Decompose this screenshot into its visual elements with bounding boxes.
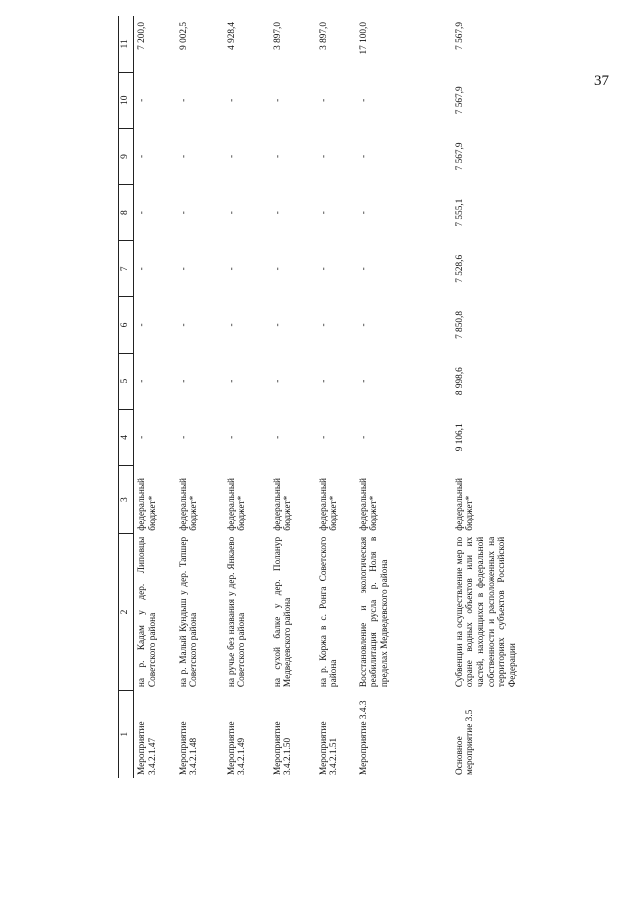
value-cell: - (318, 211, 329, 215)
table-row (452, 16, 580, 778)
value-cell: - (272, 267, 283, 271)
value-cell: - (272, 435, 283, 439)
value-cell: 9 106,1 (454, 423, 465, 452)
table-row (356, 16, 452, 778)
value-cell: - (272, 211, 283, 215)
table-row (270, 16, 316, 778)
value-cell: - (358, 211, 369, 215)
funding-source-cell: федеральный бюджет* (272, 477, 294, 531)
value-cell: - (226, 154, 237, 159)
value-cell: 7 555,1 (454, 198, 465, 227)
value-cell: - (358, 98, 369, 102)
value-cell: 7 567,9 (454, 142, 465, 171)
value-cell: - (137, 379, 147, 383)
value-cell: - (226, 323, 237, 327)
measure-code-cell: Мероприятие 3.4.2.1.51 (318, 721, 340, 775)
value-cell: 17 100,0 (358, 22, 369, 55)
value-cell: 8 998,6 (454, 367, 465, 396)
value-cell: - (178, 323, 189, 327)
value-cell: - (137, 267, 147, 271)
value-cell: - (358, 154, 369, 159)
value-cell: - (358, 267, 369, 271)
column-header: 7 (119, 241, 134, 297)
value-cell: - (137, 435, 147, 439)
column-header: 6 (119, 297, 134, 353)
description-cell: Восстановление и экологическая реабилитация русла р. Ноля в пределах Медведевского района (358, 536, 390, 688)
value-cell: - (226, 211, 237, 215)
column-header: 10 (119, 72, 134, 128)
value-cell: 3 897,0 (318, 22, 329, 50)
description-cell: на сухой балке у дер. Поланур Медведевского района (272, 536, 294, 688)
value-cell: - (318, 435, 329, 439)
funding-source-cell: федеральный бюджет* (137, 477, 158, 531)
table-row (316, 16, 356, 778)
page-number: 37 (594, 73, 609, 89)
measure-code-cell: Мероприятие 3.4.3 (358, 700, 369, 775)
value-cell: - (178, 267, 189, 271)
funding-source-cell: федеральный бюджет* (454, 477, 476, 531)
description-cell: на р. Малый Кундыш у дер. Тапшер Советского района (178, 536, 200, 688)
value-cell: - (358, 323, 369, 327)
table-row (224, 16, 270, 778)
column-header: 3 (119, 465, 134, 533)
value-cell: - (272, 379, 283, 383)
value-cell: - (272, 154, 283, 159)
table-row (176, 16, 224, 778)
value-cell: - (272, 98, 283, 102)
measure-code-cell: Мероприятие 3.4.2.1.50 (272, 721, 294, 775)
value-cell: - (137, 98, 147, 102)
budget-table (118, 16, 580, 778)
measure-code-cell: Мероприятие 3.4.2.1.48 (178, 721, 200, 775)
measure-code-cell: Основное мероприятие 3.5 (454, 709, 476, 775)
column-header: 1 (119, 690, 134, 778)
value-cell: 3 897,0 (272, 22, 283, 50)
value-cell: - (137, 154, 147, 159)
column-header: 9 (119, 128, 134, 184)
value-cell: - (318, 154, 329, 159)
value-cell: 7 567,9 (454, 22, 465, 50)
column-header: 8 (119, 185, 134, 241)
value-cell: - (318, 323, 329, 327)
value-cell: 4 928,4 (226, 22, 237, 50)
value-cell: 7 200,0 (137, 22, 147, 50)
value-cell: - (178, 435, 189, 439)
table-row (134, 16, 176, 778)
value-cell: - (137, 323, 147, 327)
value-cell: 7 567,9 (454, 86, 465, 115)
value-cell: - (318, 379, 329, 383)
value-cell: - (226, 435, 237, 439)
value-cell: - (226, 379, 237, 383)
description-cell: на р. Кадам у дер. Липовцы Советского района (137, 536, 158, 688)
description-cell: на р. Коржа в с. Ронга Советского района (318, 536, 340, 688)
description-cell: Субвенции на осуществление мер по охране водных объектов или их частей, находящихся в федеральной собственности и расположенных на территориях субъектов Российской Федерации (454, 536, 518, 688)
funding-source-cell: федеральный бюджет* (318, 477, 340, 531)
table-header-row (119, 16, 134, 778)
value-cell: 7 850,8 (454, 311, 465, 339)
column-header: 5 (119, 353, 134, 409)
funding-source-cell: федеральный бюджет* (358, 477, 380, 531)
description-cell: на ручье без названия у дер. Янкаево Советского района (226, 536, 248, 688)
value-cell: - (358, 435, 369, 439)
value-cell: - (226, 267, 237, 271)
column-header: 11 (119, 16, 134, 72)
value-cell: - (318, 98, 329, 102)
value-cell: - (318, 267, 329, 271)
column-header: 4 (119, 409, 134, 465)
value-cell: - (178, 379, 189, 383)
value-cell: - (178, 98, 189, 102)
value-cell: - (178, 154, 189, 159)
measure-code-cell: Мероприятие 3.4.2.1.49 (226, 721, 248, 775)
column-header: 2 (119, 534, 134, 690)
value-cell: - (226, 98, 237, 102)
value-cell: - (178, 211, 189, 215)
measure-code-cell: Мероприятие 3.4.2.1.47 (137, 721, 158, 775)
value-cell: - (272, 323, 283, 327)
value-cell: 7 528,6 (454, 254, 465, 283)
value-cell: - (358, 379, 369, 383)
value-cell: - (137, 211, 147, 215)
funding-source-cell: федеральный бюджет* (178, 477, 200, 531)
funding-source-cell: федеральный бюджет* (226, 477, 248, 531)
value-cell: 9 002,5 (178, 22, 189, 50)
